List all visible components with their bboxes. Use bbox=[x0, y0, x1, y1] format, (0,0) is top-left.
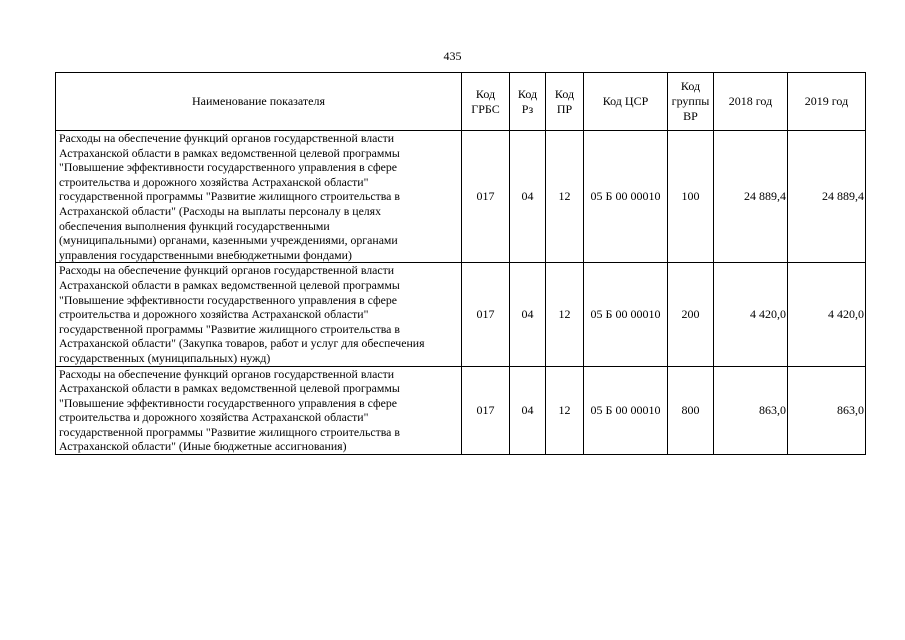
row-2018: 4 420,0 bbox=[714, 263, 788, 366]
header-pr: Код ПР bbox=[546, 73, 584, 131]
header-vr: Код группы ВР bbox=[668, 73, 714, 131]
budget-table bbox=[55, 72, 866, 455]
page-number: 435 bbox=[443, 49, 462, 63]
row-2018: 863,0 bbox=[714, 366, 788, 455]
table-header-row bbox=[56, 73, 866, 131]
table-row bbox=[56, 263, 866, 366]
row-vr: 200 bbox=[668, 263, 714, 366]
header-name: Наименование показателя bbox=[56, 73, 462, 131]
row-rz: 04 bbox=[510, 366, 546, 455]
header-2019: 2019 год bbox=[788, 73, 866, 131]
header-csr: Код ЦСР bbox=[584, 73, 668, 131]
row-2018: 24 889,4 bbox=[714, 131, 788, 263]
header-grbs: Код ГРБС bbox=[462, 73, 510, 131]
header-rz: Код Рз bbox=[510, 73, 546, 131]
row-2019: 4 420,0 bbox=[788, 263, 866, 366]
row-rz: 04 bbox=[510, 131, 546, 263]
row-2019: 24 889,4 bbox=[788, 131, 866, 263]
row-2019: 863,0 bbox=[788, 366, 866, 455]
row-pr: 12 bbox=[546, 366, 584, 455]
row-csr: 05 Б 00 00010 bbox=[584, 263, 668, 366]
table-row bbox=[56, 366, 866, 455]
row-vr: 800 bbox=[668, 366, 714, 455]
row-grbs: 017 bbox=[462, 263, 510, 366]
row-rz: 04 bbox=[510, 263, 546, 366]
row-name: Расходы на обеспечение функций органов государственной власти Астраханской области в рамках ведомственной целевой программы "Повышение эффективности государственного управления в сфере строительства и дорожного хозяйства Астраханской области" государственной программы "Развитие жилищного строительства в Астраханской области" (Закупка товаров, работ и услуг для обеспечения государственных (муниципальных) нужд) bbox=[56, 263, 462, 366]
row-name: Расходы на обеспечение функций органов государственной власти Астраханской области в рамках ведомственной целевой программы "Повышение эффективности государственного управления в сфере строительства и дорожного хозяйства Астраханской области" государственной программы "Развитие жилищного строительства в Астраханской области" (Иные бюджетные ассигнования) bbox=[56, 366, 462, 455]
row-name: Расходы на обеспечение функций органов государственной власти Астраханской области в рамках ведомственной целевой программы "Повышение эффективности государственного управления в сфере строительства и дорожного хозяйства Астраханской области" государственной программы "Развитие жилищного строительства в Астраханской области" (Расходы на выплаты персоналу в целях обеспечения выполнения функций государственными (муниципальными) органами, казенными учреждениями, органами управления государственными внебюджетными фондами) bbox=[56, 131, 462, 263]
row-vr: 100 bbox=[668, 131, 714, 263]
row-pr: 12 bbox=[546, 131, 584, 263]
row-grbs: 017 bbox=[462, 366, 510, 455]
row-csr: 05 Б 00 00010 bbox=[584, 366, 668, 455]
table-row bbox=[56, 131, 866, 263]
row-pr: 12 bbox=[546, 263, 584, 366]
row-grbs: 017 bbox=[462, 131, 510, 263]
row-csr: 05 Б 00 00010 bbox=[584, 131, 668, 263]
header-2018: 2018 год bbox=[714, 73, 788, 131]
